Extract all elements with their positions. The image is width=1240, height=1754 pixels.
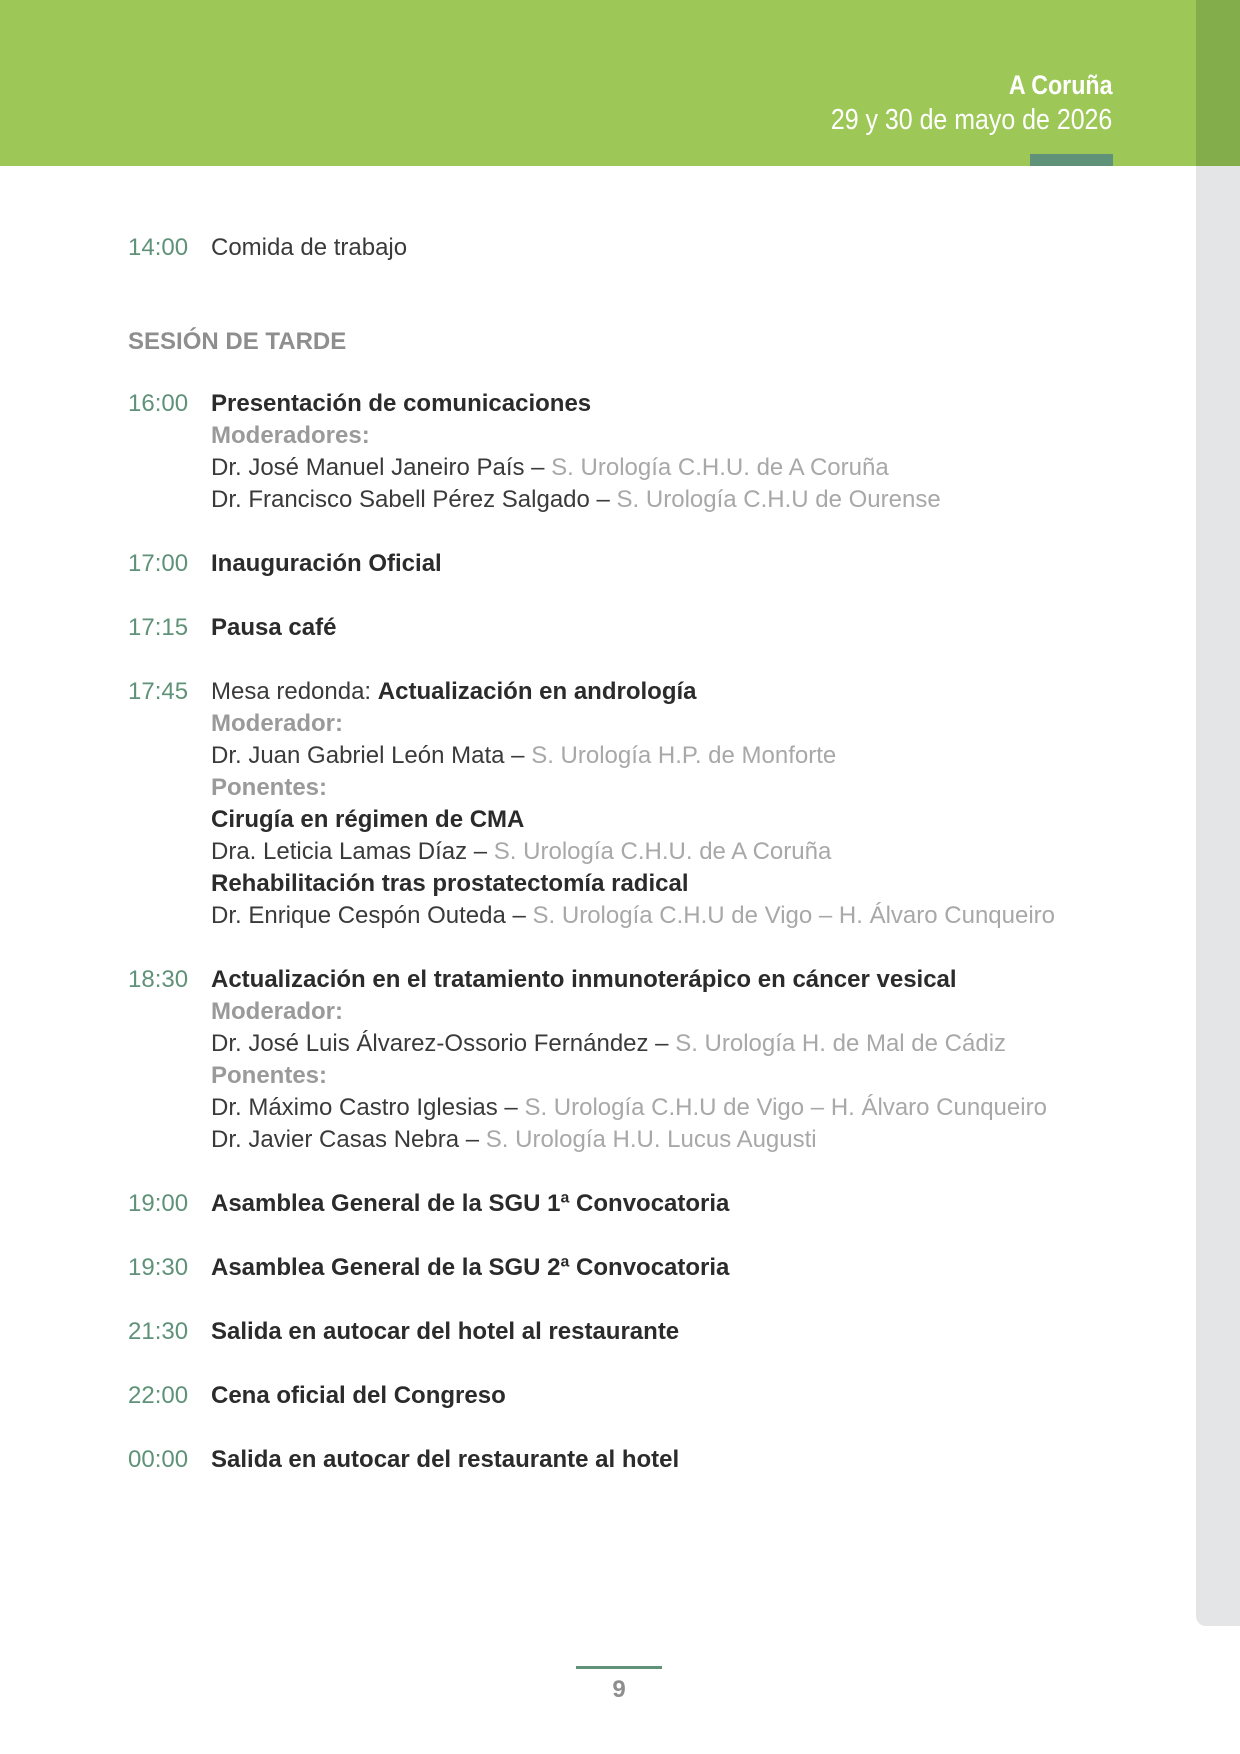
moderators-label: Moderadores:	[211, 422, 370, 449]
item-title: Salida en autocar del restaurante al hotel	[211, 1446, 680, 1473]
person-name: Dr. Máximo Castro Iglesias –	[211, 1094, 525, 1121]
item-title: Actualización en el tratamiento inmunoterápico en cáncer vesical	[211, 966, 957, 993]
person-affiliation: S. Urología H.P. de Monforte	[531, 742, 837, 769]
person-affiliation: S. Urología C.H.U de Vigo – H. Álvaro Cunqueiro	[524, 1094, 1047, 1121]
item-title: Comida de trabajo	[211, 234, 408, 261]
person-affiliation: S. Urología H.U. Lucus Augusti	[485, 1126, 817, 1153]
person-name: Dr. Francisco Sabell Pérez Salgado –	[211, 486, 617, 513]
speaker-line	[211, 900, 1188, 932]
item-time: 18:30	[128, 966, 189, 993]
program-item-1600	[128, 388, 1188, 516]
header-dates: 29 y 30 de mayo de 2026	[830, 104, 1112, 136]
moderator-line	[211, 740, 1188, 772]
moderator-label: Moderador:	[211, 998, 343, 1025]
item-title-line	[211, 676, 1188, 708]
section-title: SESIÓN DE TARDE	[128, 328, 347, 355]
header-accent-bar	[1030, 154, 1113, 166]
speaker-line	[211, 1124, 1188, 1156]
item-prefix: Mesa redonda:	[211, 678, 378, 705]
person-name: Dr. José Manuel Janeiro País –	[211, 454, 552, 481]
side-tab	[1196, 0, 1240, 166]
person-affiliation: S. Urología C.H.U. de A Coruña	[551, 454, 889, 481]
person-name: Dra. Leticia Lamas Díaz –	[211, 838, 494, 865]
program-item-0000	[128, 1444, 1188, 1476]
item-title: Presentación de comunicaciones	[211, 390, 592, 417]
program-item-1700	[128, 548, 1188, 580]
footer-divider	[576, 1666, 662, 1669]
speaker-line	[211, 836, 1188, 868]
item-title: Cena oficial del Congreso	[211, 1382, 506, 1409]
program-item-1715	[128, 612, 1188, 644]
header-city: A Coruña	[1008, 70, 1112, 100]
program-item-1745	[128, 676, 1188, 932]
item-time: 19:00	[128, 1190, 189, 1217]
moderator-line	[211, 1028, 1188, 1060]
page-number: 9	[612, 1676, 626, 1703]
person-affiliation: S. Urología C.H.U. de A Coruña	[493, 838, 832, 865]
person-affiliation: S. Urología H. de Mal de Cádiz	[675, 1030, 1007, 1057]
program-content	[128, 232, 1188, 1476]
moderator-line	[211, 484, 1188, 516]
item-title: Salida en autocar del hotel al restaurante	[211, 1318, 680, 1345]
speaker-line	[211, 1092, 1188, 1124]
talk-title: Cirugía en régimen de CMA	[211, 806, 525, 833]
item-title: Actualización en andrología	[377, 678, 697, 705]
program-item-2130	[128, 1316, 1188, 1348]
person-name: Dr. Enrique Cespón Outeda –	[211, 902, 533, 929]
item-time: 16:00	[128, 390, 189, 417]
item-title: Inauguración Oficial	[211, 550, 442, 577]
item-title: Asamblea General de la SGU 1ª Convocatoria	[211, 1190, 730, 1217]
person-affiliation: S. Urología C.H.U de Ourense	[616, 486, 941, 513]
item-time: 14:00	[128, 234, 189, 261]
item-title: Pausa café	[211, 614, 337, 641]
program-item-1900	[128, 1188, 1188, 1220]
item-time: 21:30	[128, 1318, 189, 1345]
talk-title: Rehabilitación tras prostatectomía radical	[211, 870, 689, 897]
person-name: Dr. Juan Gabriel León Mata –	[211, 742, 532, 769]
program-item-1830	[128, 964, 1188, 1156]
person-name: Dr. Javier Casas Nebra –	[211, 1126, 486, 1153]
side-strip	[1196, 166, 1240, 1626]
item-time: 00:00	[128, 1446, 189, 1473]
person-name: Dr. José Luis Álvarez-Ossorio Fernández –	[211, 1030, 676, 1057]
person-affiliation: S. Urología C.H.U de Vigo – H. Álvaro Cunqueiro	[532, 902, 1056, 929]
speakers-label: Ponentes:	[211, 1062, 328, 1089]
item-time: 17:45	[128, 678, 189, 705]
moderator-label: Moderador:	[211, 710, 343, 737]
program-item-1930	[128, 1252, 1188, 1284]
program-item-lunch	[128, 232, 1188, 264]
program-item-2200	[128, 1380, 1188, 1412]
speakers-label: Ponentes:	[211, 774, 328, 801]
moderator-line	[211, 452, 1188, 484]
item-time: 17:15	[128, 614, 189, 641]
item-time: 19:30	[128, 1254, 189, 1281]
item-time: 22:00	[128, 1382, 189, 1409]
item-time: 17:00	[128, 550, 189, 577]
item-title: Asamblea General de la SGU 2ª Convocatoria	[211, 1254, 730, 1281]
